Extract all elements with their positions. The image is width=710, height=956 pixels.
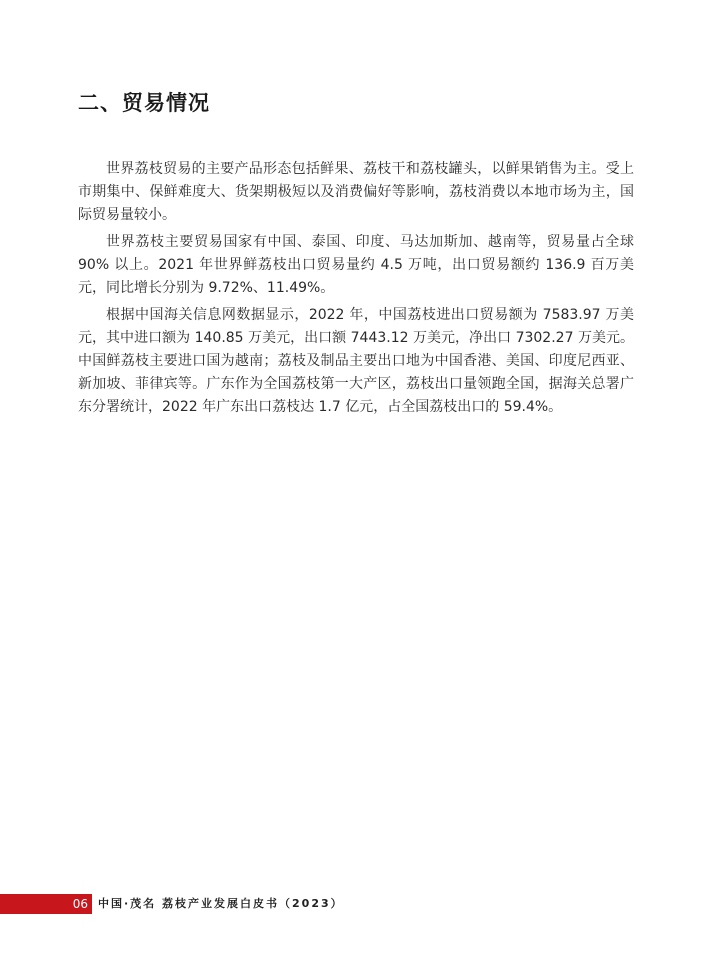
section-title: 二、贸易情况 [78, 91, 210, 115]
book-title: 中国·茂名 荔枝产业发展白皮书（2023） [98, 897, 344, 910]
body-text [78, 158, 634, 423]
paragraph-world-trade: 世界荔枝主要贸易国家有中国、泰国、印度、马达加斯加、越南等，贸易量占全球 90% 以上。2021 年世界鲜荔枝出口贸易量约 4.5 万吨，出口贸易额约 136.9 百万美元，同比增长分别为 9.72%、11.49%。 [78, 234, 634, 296]
page-footer [0, 894, 344, 914]
paragraph-trade-forms: 世界荔枝贸易的主要产品形态包括鲜果、荔枝干和荔枝罐头，以鲜果销售为主。受上市期集中、保鲜难度大、货架期极短以及消费偏好等影响，荔枝消费以本地市场为主，国际贸易量较小。 [78, 161, 634, 223]
paragraph-china-trade: 根据中国海关信息网数据显示，2022 年，中国荔枝进出口贸易额为 7583.97 万美元，其中进口额为 140.85 万美元，出口额 7443.12 万美元，净出口 7302.27 万美元。中国鲜荔枝主要进口国为越南；荔枝及制品主要出口地为中国香港、美国、印度尼西亚、新加坡、菲律宾等。广东作为全国荔枝第一大产区，荔枝出口量领跑全国，据海关总署广东分署统计，2022 年广东出口荔枝达 1.7 亿元，占全国荔枝出口的 59.4%。 [78, 307, 634, 415]
page-number: 06 [0, 894, 92, 914]
